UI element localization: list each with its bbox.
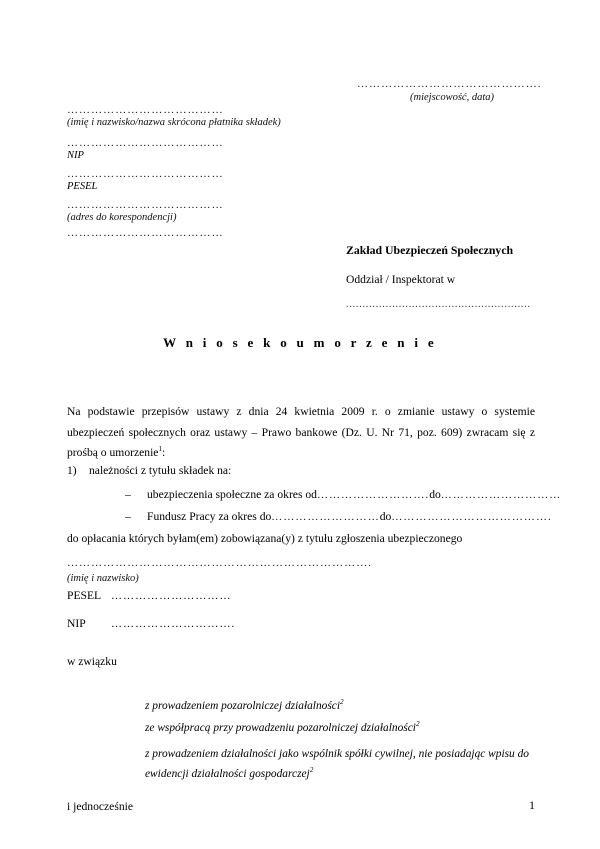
page-number: 1 bbox=[529, 798, 535, 812]
relation-option-2-text: ze współpracą przy prowadzeniu pozarolniczej działalności bbox=[145, 722, 416, 734]
payer-name-line[interactable]: ………………………………… bbox=[67, 104, 224, 116]
labour-fund-from-line[interactable]: ……………………… bbox=[271, 511, 380, 523]
claim-list-item bbox=[67, 464, 231, 477]
payer-nip-line[interactable]: ………………………………… bbox=[67, 137, 224, 149]
payer-field-pesel bbox=[67, 168, 224, 192]
recipient-institution-name: Zakład Ubezpieczeń Społecznych bbox=[346, 243, 514, 257]
dash-bullet-icon: – bbox=[125, 510, 131, 523]
intro-paragraph bbox=[67, 402, 535, 464]
relation-option-3-text-line1: z prowadzeniem działalności jako wspólnik spółki cywilnej, nie posiadając wpisu do bbox=[145, 748, 529, 760]
closing-statement: i jednocześnie bbox=[67, 800, 133, 813]
claim-subitem-labour-fund bbox=[125, 510, 552, 523]
relation-option-2[interactable] bbox=[145, 722, 420, 734]
relation-intro: w związku bbox=[67, 655, 117, 668]
place-date-line[interactable]: ………………………………………. bbox=[357, 78, 542, 90]
dash-bullet-icon: – bbox=[125, 488, 131, 501]
labour-fund-to-line[interactable]: …………………………………. bbox=[391, 511, 552, 523]
relation-option-3-text-line2: ewidencji działalności gospodarczej bbox=[145, 768, 310, 780]
footnote-marker-2: 2 bbox=[415, 720, 420, 729]
payer-address-caption: (adres do korespondencji) bbox=[67, 212, 177, 223]
intro-text: Na podstawie przepisów ustawy z dnia 24 kwietnia 2009 r. o zmianie ustawy o systemie ubezpieczeń społecznych oraz ustawy – Prawo bankowe (Dz. U. Nr 71, poz. 609) zwracam się z prośbą o umorzenie bbox=[67, 405, 535, 459]
relation-option-1[interactable] bbox=[145, 700, 344, 712]
payer-pesel-caption: PESEL bbox=[67, 181, 98, 192]
payer-name-caption: (imię i nazwisko/nazwa skrócona płatnika składek) bbox=[67, 117, 281, 128]
payer-field-nip bbox=[67, 137, 224, 161]
social-insurance-label: ubezpieczenia społeczne za okres od bbox=[147, 488, 317, 501]
intro-text-tail: : bbox=[162, 446, 166, 459]
footnote-marker-2: 2 bbox=[340, 698, 344, 707]
recipient-branch-line[interactable]: ........................................................ bbox=[346, 299, 531, 310]
insured-pesel-label: PESEL bbox=[67, 589, 102, 602]
insured-nip-label: NIP bbox=[67, 617, 86, 630]
insured-name-caption-wrap bbox=[67, 568, 139, 586]
insured-name-line[interactable]: …………………………………………………………………. bbox=[67, 557, 373, 569]
claim-item-label: należności z tytułu składek na: bbox=[89, 464, 232, 477]
social-insurance-mid: do bbox=[429, 488, 441, 501]
relation-option-1-text: z prowadzeniem pozarolniczej działalności bbox=[145, 700, 341, 712]
labour-fund-label: Fundusz Pracy za okres do bbox=[147, 510, 272, 523]
recipient-block bbox=[346, 243, 576, 310]
claim-item-number: 1) bbox=[67, 464, 77, 477]
insured-nip-row bbox=[67, 617, 235, 630]
insured-pesel-line[interactable]: ………………………… bbox=[111, 590, 232, 602]
footnote-marker-2: 2 bbox=[309, 766, 314, 775]
insured-pesel-row bbox=[67, 589, 232, 602]
payer-address-line[interactable]: ………………………………… bbox=[67, 199, 224, 211]
footnote-marker-1: 1 bbox=[158, 445, 163, 454]
claim-subitem-social-insurance bbox=[125, 488, 561, 501]
place-date-block bbox=[357, 78, 547, 103]
relation-option-3[interactable] bbox=[145, 744, 545, 784]
page-title: W n i o s e k o u m o r z e n i e bbox=[163, 335, 437, 350]
labour-fund-mid: do bbox=[379, 510, 392, 523]
obligation-statement: do opłacania których byłam(em) zobowiązana(y) z tytułu zgłoszenia ubezpieczonego bbox=[67, 532, 463, 545]
recipient-branch-label: Oddział / Inspektorat w bbox=[346, 273, 456, 286]
social-insurance-from-line[interactable]: ………………………. bbox=[316, 489, 430, 501]
payer-extra-line[interactable]: ………………………………… bbox=[67, 227, 224, 239]
social-insurance-to-line[interactable]: ………………………… bbox=[440, 489, 562, 501]
payer-field-extra bbox=[67, 227, 224, 239]
place-date-caption: (miejscowość, data) bbox=[410, 92, 494, 103]
payer-pesel-line[interactable]: ………………………………… bbox=[67, 168, 224, 180]
insured-nip-line[interactable]: …………………………. bbox=[111, 618, 236, 630]
payer-field-name bbox=[67, 104, 281, 128]
payer-nip-caption: NIP bbox=[67, 150, 84, 161]
insured-name-caption: (imię i nazwisko) bbox=[67, 573, 139, 584]
payer-field-address bbox=[67, 199, 224, 223]
